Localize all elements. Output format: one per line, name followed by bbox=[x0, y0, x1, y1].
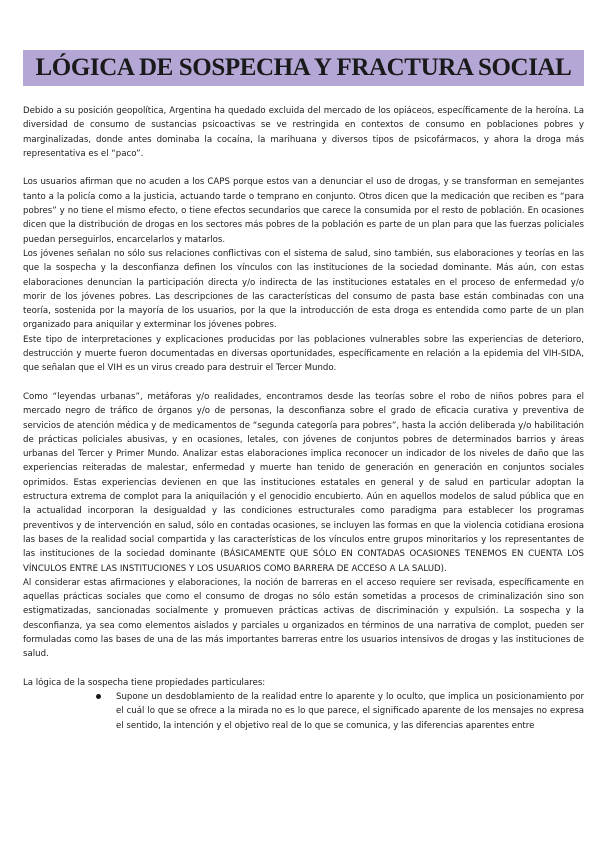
list-item bbox=[96, 690, 584, 733]
paragraph-logica-intro: La lógica de la sospecha tiene propiedades particulares: bbox=[23, 677, 266, 688]
paragraph-leyendas-urbanas: Como “leyendas urbanas”, metáforas y/o realidades, encontramos desde las teorías sobre el robo de niños pobres para el mercado negro de tráfico de órganos y/o de personas, la desconfianza sobre el grado de eficacia curativa y preventiva de servicios de atención médica y de medicamentos de “segunda categoría para pobres”, hasta la acción deliberada y/o habilitación de prácticas policiales abusivas, y en ocasiones, letales, con jóvenes de conjuntos pobres de determinados barrios y áreas urbanas del Tercer y Primer Mundo. Analizar estas elaboraciones implica reconocer un indicador de los niveles de daño que las experiencias reiteradas de malestar, enfermedad y muerte han tenido de generación en generación en conjuntos sociales oprimidos. Estas experiencias devienen en que las instituciones estatales en general y de salud en particular adoptan la estructura extrema de complot para la aniquilación y el genocidio encubierto. Aún en aquellos modelos de salud pública que en la actualidad incorporan la desigualdad y las condiciones estructurales como paradigma para establecer los programas preventivos y de intervención en salud, sólo en contadas ocasiones, se incluyen las formas en que la violencia cotidiana erosiona las bases de la realidad social compartida y las características de los vínculos entre grupos minoritarios y los representantes de las instituciones de la sociedad dominante (BÁSICAMENTE QUE SÓLO EN CONTADAS OCASIONES TENEMOS EN CUENTA LOS VÍNCULOS ENTRE LAS INSTITUCIONES Y LOS USUARIOS COMO BARRERA DE ACCESO A LA SALUD). bbox=[23, 391, 584, 574]
paragraph-gap bbox=[23, 662, 584, 676]
document-body bbox=[23, 104, 584, 733]
list-item-text: Supone un desdoblamiento de la realidad entre lo aparente y lo oculto, que implica un posicionamiento por el cuál lo que se ofrece a la mirada no es lo que parece, el significado aparente de los mensajes no expresa el sentido, la intención y el objetivo real de lo que se comunica, y las diferencias aparentes entre bbox=[116, 692, 584, 731]
bullet-dot-icon bbox=[96, 694, 101, 699]
paragraph-usuarios-caps: Los usuarios afirman que no acuden a los CAPS porque estos van a denunciar el uso de drogas, y se transforman en semejantes tanto a la policía como a la justicia, actuando tarde o temprano en conjunto. Otros dicen que la medicación que reciben es “para pobres” y no tiene el mismo efecto, o tiene efectos secundarios que carece la consumida por el resto de población. En ocasiones dicen que la distribución de drogas en los sectores más pobres de la población es parte de un plan para que las fuerzas policiales puedan perseguirlos, encarcelarlos y matarlos. bbox=[23, 177, 584, 245]
bullet-list bbox=[23, 690, 584, 733]
paragraph-barreras: Al considerar estas afirmaciones y elaboraciones, la noción de barreras en el acceso requiere ser revisada, específicamente en aquellas prácticas sociales que como el consumo de drogas no sólo están sometidas a procesos de criminalización sino son estigmatizadas, sancionadas socialmente y promueven prácticas activas de discriminación y expulsión. La sospecha y la desconfianza, ya sea como elementos aislados y parciales u organizados en términos de una narrativa de complot, pueden ser formuladas como las bases de una de las más importantes barreras entre los usuarios intensivos de drogas y las instituciones de salud. bbox=[23, 577, 584, 660]
document-title: LÓGICA DE SOSPECHA Y FRACTURA SOCIAL bbox=[23, 50, 584, 86]
paragraph-interpretaciones: Este tipo de interpretaciones y explicaciones producidas por las poblaciones vulnerables sobre las experiencias de deterioro, destrucción y muerte fueron documentadas en diversas oportunidades, específicamente en relación a la epidemia del VIH-SIDA, que señalan que el VIH es un virus creado para destruir el Tercer Mundo. bbox=[23, 334, 584, 374]
paragraph-gap bbox=[23, 161, 584, 175]
paragraph-jovenes: Los jóvenes señalan no sólo sus relaciones conflictivas con el sistema de salud, sino también, sus elaboraciones y teorías en las que la sospecha y la desconfianza definen los vínculos con las instituciones de la sociedad dominante. Más aún, con estas elaboraciones denuncian la participación directa y/o indirecta de las instituciones estatales en el proceso de enfermedad y/o morir de los jóvenes pobres. Las descripciones de las características del consumo de pasta base están combinadas con una teoría, sostenida por la mayoría de los usuarios, por la que la introducción de esta droga es entendida como parte de un plan organizado para aniquilar y exterminar los jóvenes pobres. bbox=[23, 248, 584, 331]
paragraph-geopolitica: Debido a su posición geopolítica, Argentina ha quedado excluida del mercado de los opiáceos, específicamente de la heroína. La diversidad de consumo de sustancias psicoactivas se ve restringida en contextos de consumo en poblaciones pobres y marginalizadas, donde antes dominaba la cocaína, la marihuana y diversos tipos de psicofármacos, y ahora la droga más representativa es el “paco”. bbox=[23, 106, 584, 159]
paragraph-gap bbox=[23, 376, 584, 390]
